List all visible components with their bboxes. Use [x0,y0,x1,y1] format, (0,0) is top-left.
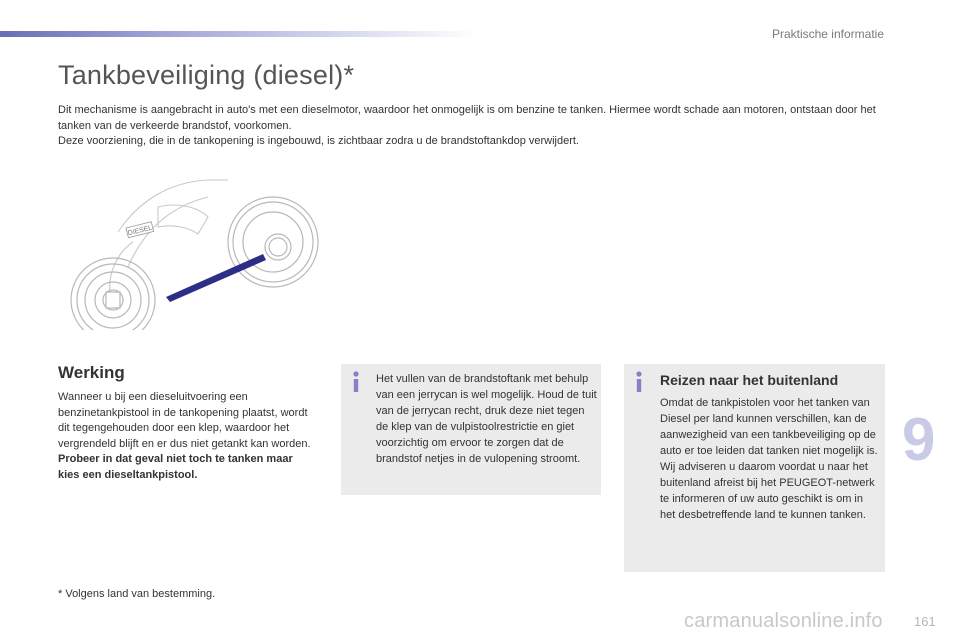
section-title: Praktische informatie [771,27,884,41]
info-box-abroad [624,364,885,572]
header-accent-bar [0,31,480,37]
section-heading-werking: Werking [58,363,125,382]
page-title: Tankbeveiliging (diesel)* [58,60,355,90]
werking-paragraph: Wanneer u bij een dieseluitvoering een benzinetankpistool in de tankopening plaatst, wordt dit tegengehouden door een klep, waardoor het vergrendeld blijft en er dus niet getankt kan worden. [58,391,311,450]
info-text [660,395,880,523]
info-paragraph: Omdat de tankpistolen voor het tanken van Diesel per land kunnen verschillen, kan de aanwezigheid van een tankbeveiliging op de auto er toe leiden dat tanken niet mogelijk is. [660,397,878,457]
watermark: carmanualsonline.info [684,610,883,632]
diesel-filler-illustration [58,172,320,330]
info-text: Het vullen van de brandstoftank met behulp van een jerrycan is wel mogelijk. Houd de tuit van de jerrycan recht, druk deze niet tegen de klep van de vulpistoolrestrictie en giet voorzichtig om ervoor te zorgen dat de brandstof netjes in de vulopening stroomt. [376,373,597,465]
info-paragraph: Wij adviseren u daarom voordat u naar het buitenland afreist bij het PEUGEOT-netwerk te informeren of uw auto geschikt is om in het desbetreffende land te kunnen tanken. [660,461,875,521]
intro-paragraph: Deze voorziening, die in de tankopening is ingebouwd, is zichtbaar zodra u de brandstoftankdop verwijdert. [58,135,579,147]
diesel-label: DIESEL [127,224,154,238]
info-box-title: Reizen naar het buitenland [660,372,839,388]
info-icon [351,371,361,393]
info-icon [634,371,644,393]
footnote: * Volgens land van bestemming. [58,588,216,600]
intro-text [58,103,898,150]
chapter-number: 9 [902,406,936,473]
werking-text [58,390,316,484]
intro-paragraph: Dit mechanisme is aangebracht in auto's met een dieselmotor, waardoor het onmogelijk is om benzine te tanken. Hiermee wordt schade aan motoren, ontstaan door het tanken van de verkeerde brandstof, voorkomen. [58,104,876,132]
page-number: 161 [914,614,936,629]
werking-warning: Probeer in dat geval niet toch te tanken maar kies een dieseltankpistool. [58,453,293,481]
info-box-jerrycan [341,364,601,495]
